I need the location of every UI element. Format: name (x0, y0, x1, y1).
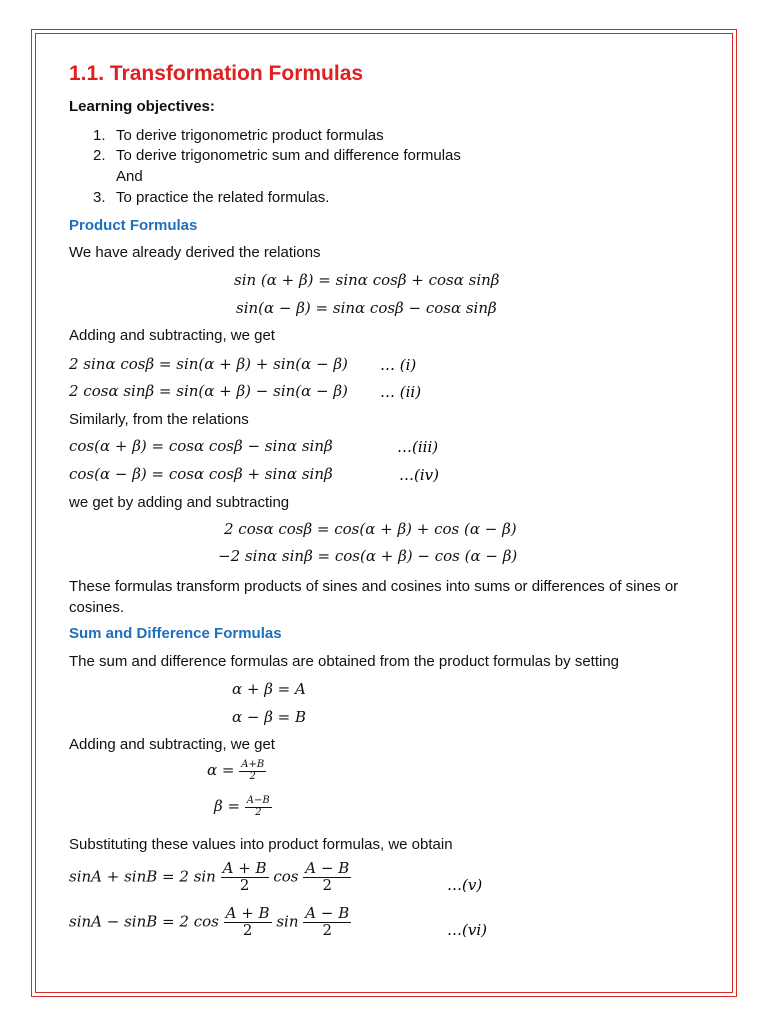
alpha-lhs: α = (207, 761, 235, 779)
fraction-denominator: 2 (322, 920, 333, 939)
fraction-denominator: 2 (249, 770, 256, 782)
beta-lhs: β = (214, 797, 241, 815)
sum-difference-intro: The sum and difference formulas are obtained from the product formulas by setting (69, 653, 620, 670)
alpha-fraction (239, 760, 266, 782)
equation-iv: cos(α − β) = cosα cosβ + sinα sinβ (69, 465, 333, 483)
fraction-denominator: 2 (322, 875, 333, 894)
fraction-numerator: A − B (305, 904, 350, 922)
objectives-heading: Learning objectives: (69, 98, 215, 115)
fraction-numerator: A + B (225, 904, 270, 922)
equation-v-lhs: sinA + sinB = 2 sin (69, 867, 216, 886)
objective-text: To practice the related formulas. (116, 189, 330, 206)
fraction-numerator: A − B (305, 859, 350, 877)
product-intro-text: We have already derived the relations (69, 244, 321, 261)
objective-text: To derive trigonometric product formulas (116, 127, 384, 144)
we-get-text: we get by adding and subtracting (69, 494, 290, 511)
page-title: 1.1. Transformation Formulas (69, 62, 364, 85)
beta-fraction (245, 796, 272, 818)
sum-difference-heading: Sum and Difference Formulas (69, 625, 282, 642)
product-formulas-heading: Product Formulas (69, 217, 198, 234)
adding-subtracting-text: Adding and subtracting, we get (69, 327, 275, 344)
equation-tag-vi: …(vi) (447, 921, 487, 939)
substituting-text: Substituting these values into product formulas, we obtain (69, 836, 453, 853)
relation-sin-diff: sin(α − β) = sinα cosβ − cosα sinβ (236, 299, 497, 317)
equation-tag-v: …(v) (447, 876, 483, 894)
equation-vi (69, 906, 351, 939)
setting-alpha-minus-beta: α − β = B (232, 708, 307, 726)
similarly-text: Similarly, from the relations (69, 411, 249, 428)
fraction-a-plus-b (224, 906, 272, 939)
objective-number: 2. (93, 147, 106, 164)
equation-tag-iv: …(iv) (399, 466, 439, 484)
beta-value (214, 796, 272, 818)
objective-number: 3. (93, 189, 106, 206)
equation-v (69, 861, 351, 894)
objective-text: And (116, 168, 143, 185)
fraction-numerator: A + B (222, 859, 267, 877)
objective-number: 1. (93, 127, 106, 144)
fraction-a-minus-b (303, 906, 351, 939)
equation-vi-lhs: sinA − sinB = 2 cos (69, 912, 219, 931)
relation-sin-sum: sin (α + β) = sinα cosβ + cosα sinβ (234, 271, 500, 289)
fraction-numerator: A+B (241, 759, 265, 770)
equation-sin-product: −2 sinα sinβ = cos(α + β) − cos (α − β) (218, 547, 518, 565)
fraction-a-minus-b (303, 861, 351, 894)
product-summary-text: These formulas transform products of sines and cosines into sums or differences of sines or cosines. (69, 578, 679, 616)
equation-ii: 2 cosα sinβ = sin(α + β) − sin(α − β) (69, 382, 348, 400)
fraction-denominator: 2 (239, 875, 250, 894)
alpha-value (207, 760, 266, 782)
fraction-numerator: A−B (246, 795, 270, 806)
equation-tag-i: … (i) (380, 356, 417, 374)
equation-tag-iii: …(iii) (397, 438, 439, 456)
equation-vi-sin: sin (276, 912, 299, 931)
fraction-denominator: 2 (255, 806, 262, 818)
equation-v-cos: cos (273, 867, 299, 886)
equation-tag-ii: … (ii) (380, 383, 422, 401)
objective-text: To derive trigonometric sum and difference formulas (116, 147, 461, 164)
adding-subtracting-text-2: Adding and subtracting, we get (69, 736, 275, 753)
setting-alpha-plus-beta: α + β = A (232, 680, 306, 698)
equation-iii: cos(α + β) = cosα cosβ − sinα sinβ (69, 437, 333, 455)
equation-cos-product: 2 cosα cosβ = cos(α + β) + cos (α − β) (224, 520, 517, 538)
fraction-a-plus-b (221, 861, 269, 894)
equation-i: 2 sinα cosβ = sin(α + β) + sin(α − β) (69, 355, 348, 373)
fraction-denominator: 2 (242, 920, 253, 939)
